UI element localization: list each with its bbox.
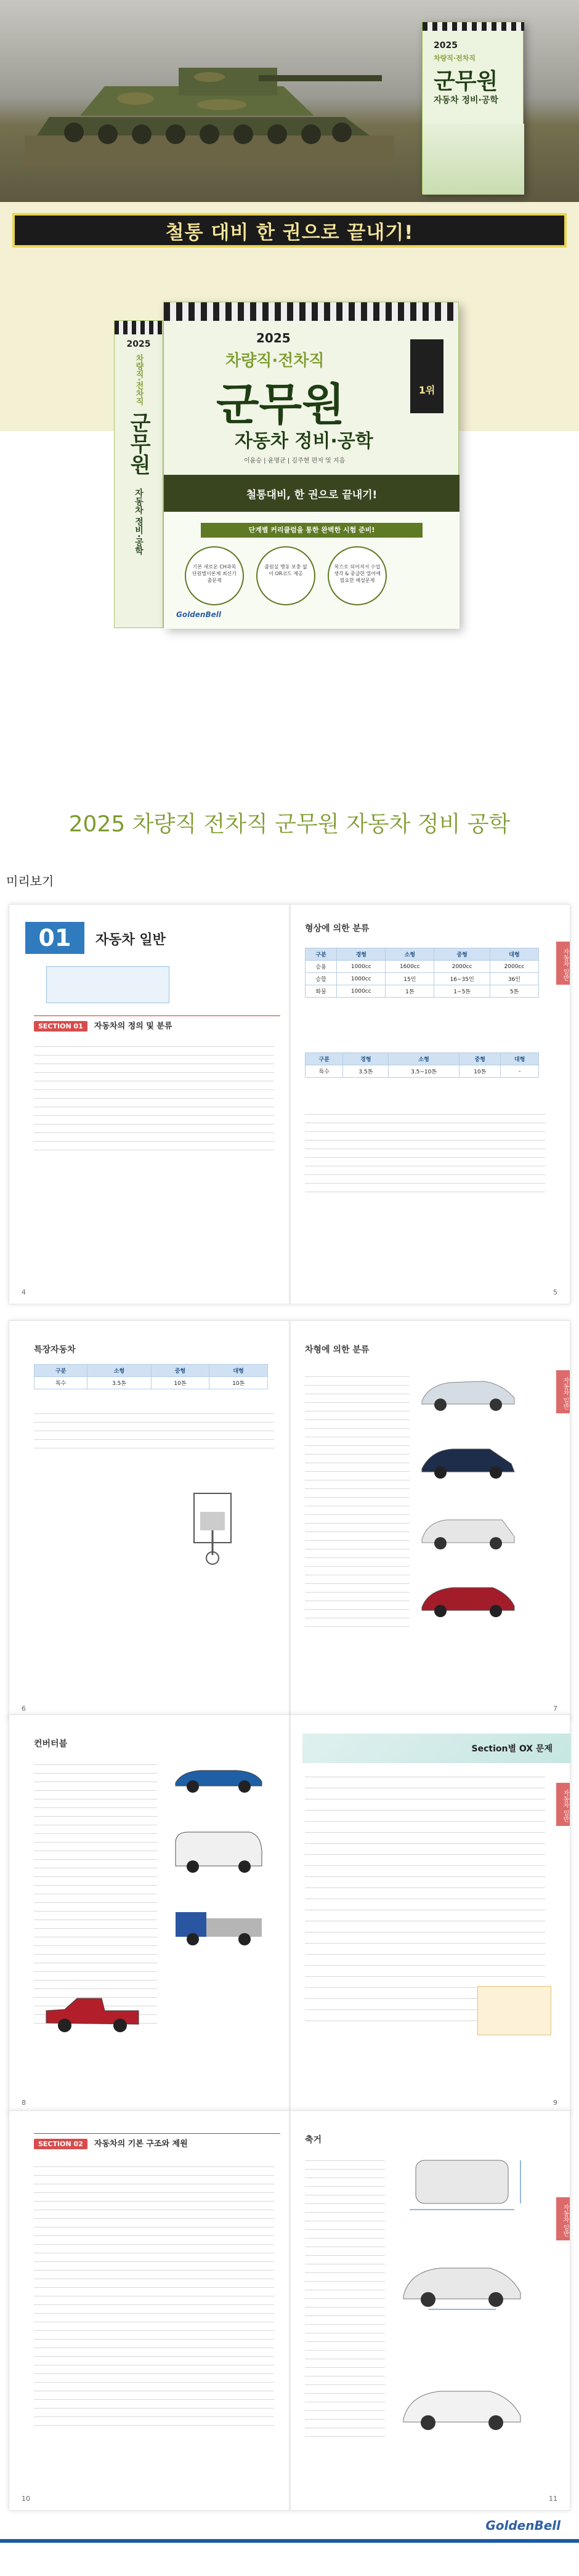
convertible-image xyxy=(169,1752,268,1795)
table-usage: 구분 경형 소형 중형 대형 특수 3.5톤 3.5~10톤 10톤 - xyxy=(305,1052,539,1078)
book-spine xyxy=(114,320,163,628)
hero-section xyxy=(0,0,579,619)
preview-page-4 xyxy=(9,2110,570,2511)
preview-page-1 xyxy=(9,904,570,1304)
car-overhang-diagram xyxy=(391,2370,533,2437)
page-number-right: 9 xyxy=(553,2099,557,2107)
page-number-left: 8 xyxy=(22,2099,26,2107)
table-classification: 구분 경형 소형 중형 대형 승용 1000cc 1600cc 2000cc 2000cc 승합 1000cc 15인 16~35인 36인 화물 1000cc 1톤 1~5톤 5톤 xyxy=(305,948,539,998)
right-heading: 차형에 의한 분류 xyxy=(305,1345,370,1355)
cover-tagline: 철통대비, 한 권으로 끝내기! xyxy=(246,489,378,501)
slogan-text: 철통 대비 한 권으로 끝내기! xyxy=(165,221,414,244)
cover-year: 2025 xyxy=(256,331,291,345)
cover-series: 차량직·전차직 xyxy=(225,352,325,370)
chapter-number: 01 xyxy=(25,922,84,954)
page-number-right: 5 xyxy=(553,1288,557,1296)
answer-box xyxy=(477,1986,551,2035)
chapter-title: 자동차 일반 xyxy=(95,932,166,948)
feature-circle-1: 기본 새로운 CH과목 단원별이론체 최신기출문제 xyxy=(185,546,244,605)
cover-publisher-logo: GoldenBell xyxy=(176,610,221,619)
cover-subtitle: 자동차 정비·공학 xyxy=(235,430,373,452)
side-tab[interactable]: 자동차 일반 xyxy=(556,1783,570,1826)
learning-goals-box xyxy=(46,966,169,1003)
page-number-left: 10 xyxy=(22,2495,30,2503)
book-title-heading: 2025 차량직 전차직 군무원 자동차 정비 공학 xyxy=(68,812,511,837)
cover-band xyxy=(164,475,460,512)
car-front-dimension-diagram xyxy=(391,2148,533,2216)
hero-photo-background xyxy=(0,0,579,202)
preview-label: 미리보기 xyxy=(6,874,54,889)
engine-diagram xyxy=(176,1487,249,1567)
small-cover-title: 군무원 xyxy=(434,69,498,94)
cover-ribbon: 단계별 커리큘럼을 통한 완벽한 시험 준비! xyxy=(201,523,423,538)
table-special: 구분 소형 중형 대형 특수 3.5톤 10톤 10톤 xyxy=(34,1364,268,1389)
spine-year: 2025 xyxy=(126,339,151,349)
spine-series: 차량직·전차직 xyxy=(134,354,144,405)
feature-circle-3: 복스로 되어져서 수업생각 & 중급한 열어에 필요한 해설문제 xyxy=(328,546,387,605)
page-number-left: 4 xyxy=(22,1288,26,1296)
small-cover-year: 2025 xyxy=(434,41,458,50)
side-tab[interactable]: 자동차 일반 xyxy=(556,2197,570,2240)
van-image xyxy=(169,1826,268,1875)
section-tag: SECTION 01 xyxy=(34,1021,87,1032)
book-front xyxy=(163,302,459,628)
left-heading: 특장자동차 xyxy=(34,1345,76,1355)
section-title: 자동차의 정의 및 분류 xyxy=(94,1022,172,1031)
section-title: 자동차의 기본 구조와 제원 xyxy=(94,2139,188,2149)
hatchback-image xyxy=(416,1438,520,1481)
footer xyxy=(0,2514,579,2576)
section-tag: SECTION 02 xyxy=(34,2139,87,2149)
sedan-image xyxy=(416,1370,520,1413)
wagon-image xyxy=(416,1509,520,1552)
spine-subtitle: 자동차 정비·공학 xyxy=(134,488,144,555)
rank-badge: 1위 xyxy=(410,339,443,413)
preview-page-3 xyxy=(9,1714,570,2115)
feature-circle-2: 출원실 행동 보충 없이 OR코드 제공 xyxy=(256,546,315,605)
truck-image xyxy=(169,1900,268,1949)
footer-rule xyxy=(0,2539,579,2543)
small-cover-subtitle: 자동차 정비·공학 xyxy=(434,95,498,105)
page-number-right: 7 xyxy=(553,1705,557,1713)
small-cover-series: 차량직·전차직 xyxy=(434,54,476,62)
quiz-title: Section별 OX 문제 xyxy=(471,1744,553,1754)
left-heading: 컨버터블 xyxy=(34,1739,68,1749)
cover-bottom xyxy=(164,512,460,629)
tank-image xyxy=(25,43,394,166)
page-number-right: 11 xyxy=(549,2495,557,2503)
car-side-dimension-diagram xyxy=(391,2247,533,2314)
side-tab[interactable]: 자동차 일반 xyxy=(556,1370,570,1413)
right-heading: 축거 xyxy=(305,2135,322,2145)
cover-title: 군무원 xyxy=(216,379,345,430)
right-heading: 형상에 의한 분류 xyxy=(305,924,370,934)
slogan-banner xyxy=(12,213,567,248)
side-tab[interactable]: 자동차 일반 xyxy=(556,942,570,985)
small-book-cover xyxy=(422,22,524,194)
cover-authors: 이윤승 | 윤명균 | 김주현 편저 및 지음 xyxy=(244,458,346,464)
pickup-image xyxy=(40,1986,145,2035)
quiz-header xyxy=(302,1734,571,1763)
goldenbell-logo: GoldenBell xyxy=(485,2518,561,2533)
suv-image xyxy=(416,1577,520,1620)
preview-page-2 xyxy=(9,1320,570,1721)
spine-title: 군무원 xyxy=(126,412,151,475)
page-number-left: 6 xyxy=(22,1705,26,1713)
book-cover-3d xyxy=(114,302,484,647)
text-block xyxy=(34,1040,274,1151)
